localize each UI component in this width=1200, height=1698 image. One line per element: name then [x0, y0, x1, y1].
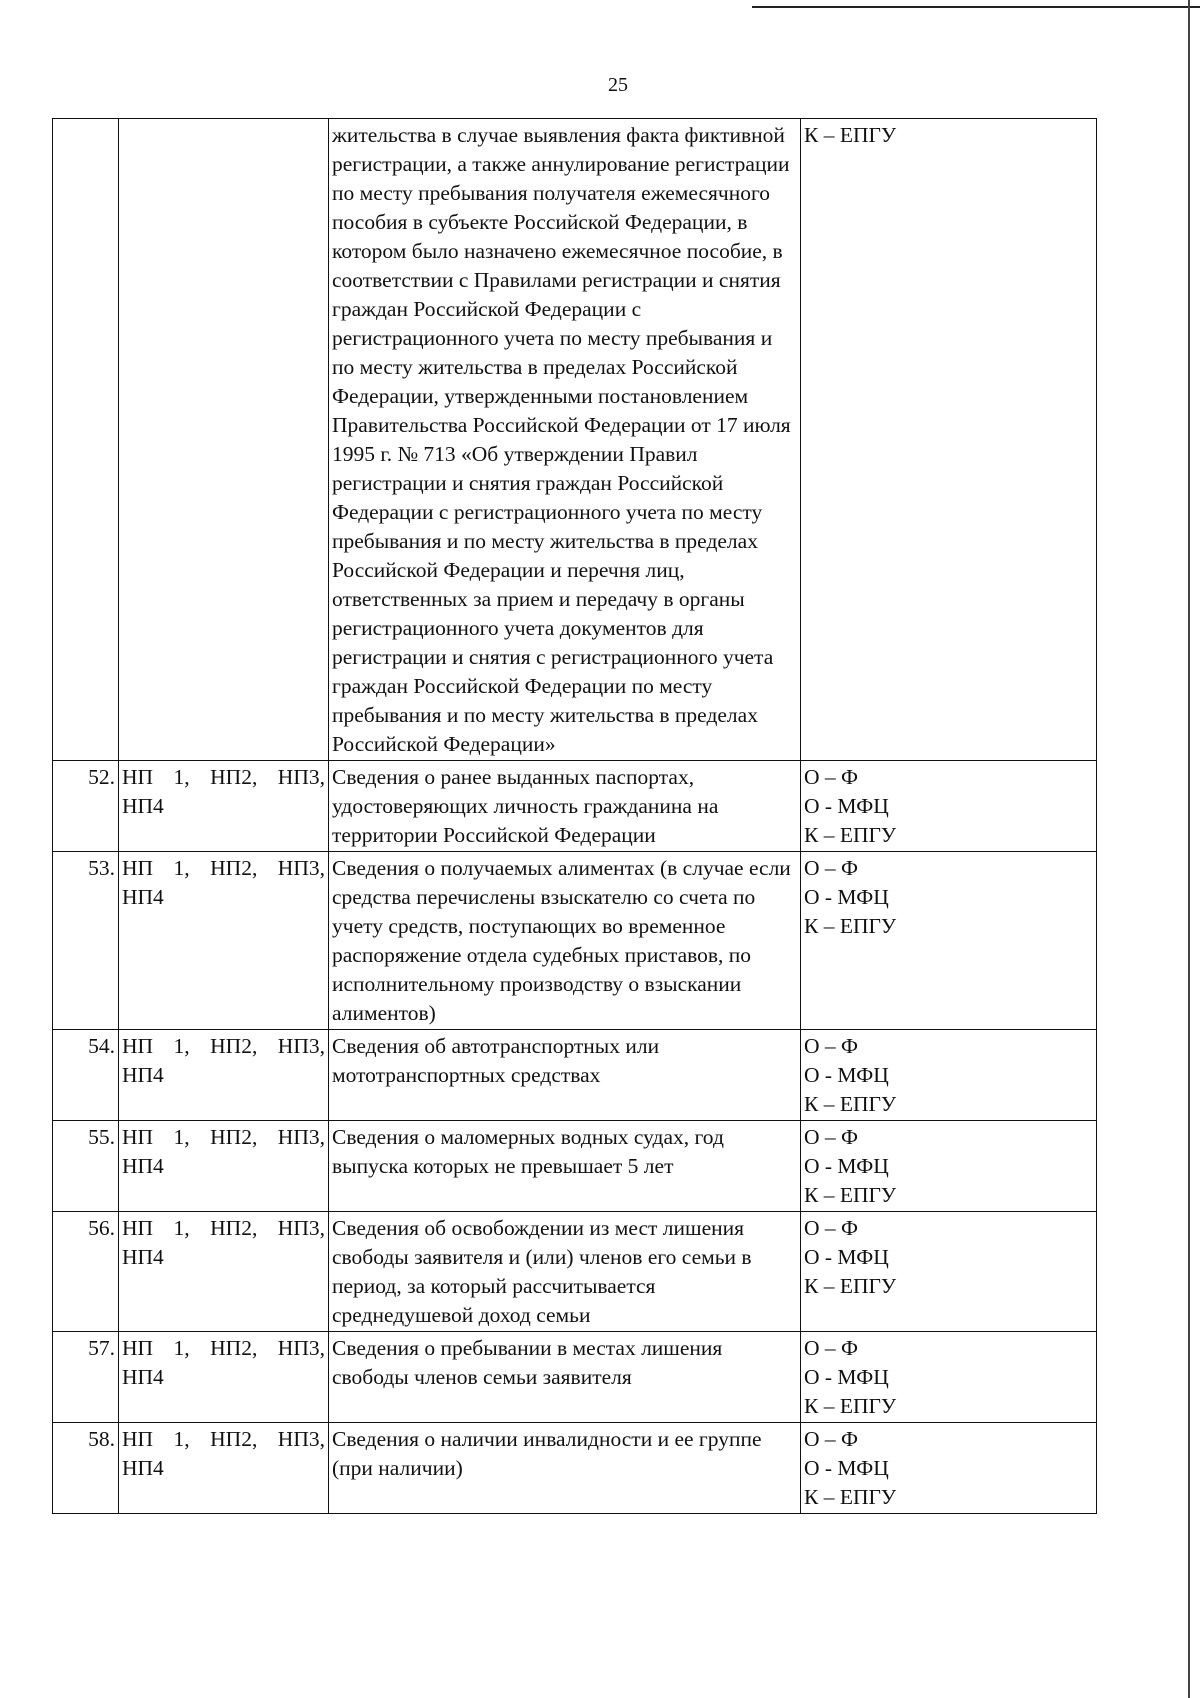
applicant-codes: НП 1, НП2, НП3, НП4: [119, 1212, 329, 1332]
source-line: О – Ф: [804, 765, 859, 789]
source-line: О - МФЦ: [804, 1154, 889, 1178]
applicant-codes: НП 1, НП2, НП3, НП4: [119, 1332, 329, 1423]
source-line: О – Ф: [804, 1034, 859, 1058]
source-line: О - МФЦ: [804, 1063, 889, 1087]
table-row: [53, 1332, 1097, 1423]
sources-cell: [801, 119, 1097, 761]
applicant-codes: НП 1, НП2, НП3, НП4: [119, 852, 329, 1030]
source-line: К – ЕПГУ: [804, 1183, 897, 1207]
applicant-codes: НП 1, НП2, НП3, НП4: [119, 1030, 329, 1121]
source-line: О – Ф: [804, 1427, 859, 1451]
table-row: [53, 1121, 1097, 1212]
description: Сведения о наличии инвалидности и ее группе (при наличии): [329, 1423, 801, 1514]
row-number: 53.: [53, 852, 119, 1030]
source-line: К – ЕПГУ: [804, 1485, 897, 1509]
row-number: 56.: [53, 1212, 119, 1332]
source-line: О - МФЦ: [804, 885, 889, 909]
source-line: К – ЕПГУ: [804, 823, 897, 847]
scan-edge-top: [752, 6, 1200, 8]
source-line: К – ЕПГУ: [804, 1274, 897, 1298]
source-line: К – ЕПГУ: [804, 1092, 897, 1116]
description: Сведения об автотранспортных или мототранспортных средствах: [329, 1030, 801, 1121]
table-row: [53, 1423, 1097, 1514]
documents-table: [52, 118, 1097, 1514]
description: Сведения о ранее выданных паспортах, удостоверяющих личность гражданина на территории Российской Федерации: [329, 761, 801, 852]
sources-cell: [801, 761, 1097, 852]
description: Сведения об освобождении из мест лишения свободы заявителя и (или) членов его семьи в период, за который рассчитывается среднедушевой доход семьи: [329, 1212, 801, 1332]
source-line: О – Ф: [804, 1216, 859, 1240]
description-cell: жительства в случае выявления факта фиктивной регистрации, а также аннулирование регистрации по месту пребывания получателя ежемесячного пособия в субъекте Российской Федерации, в котором было назначено ежемесячное пособие, в соответствии с Правилами регистрации и снятия граждан Российской Федерации с регистрационного учета по месту пребывания и по месту жительства в пределах Российской Федерации, утвержденными постановлением Правительства Российской Федерации от 17 июля 1995 г. № 713 «Об утверждении Правил регистрации и снятия граждан Российской Федерации с регистрационного учета по месту пребывания и по месту жительства в пределах Российской Федерации и перечня лиц, ответственных за прием и передачу в органы регистрационного учета документов для регистрации и снятия с регистрационного учета граждан Российской Федерации по месту пребывания и по месту жительства в пределах Российской Федерации»: [329, 119, 801, 761]
row-number: 55.: [53, 1121, 119, 1212]
source-line: К – ЕПГУ: [804, 123, 897, 147]
source-line: К – ЕПГУ: [804, 914, 897, 938]
source-line: К – ЕПГУ: [804, 1394, 897, 1418]
row-number-cell: [53, 119, 119, 761]
description: Сведения о пребывании в местах лишения свободы членов семьи заявителя: [329, 1332, 801, 1423]
codes-cell: [119, 119, 329, 761]
applicant-codes: НП 1, НП2, НП3, НП4: [119, 1121, 329, 1212]
source-line: О - МФЦ: [804, 1456, 889, 1480]
applicant-codes: НП 1, НП2, НП3, НП4: [119, 761, 329, 852]
source-line: О – Ф: [804, 1336, 859, 1360]
row-number: 52.: [53, 761, 119, 852]
table-row-continuation: [53, 119, 1097, 761]
source-line: О – Ф: [804, 856, 859, 880]
description: Сведения о получаемых алиментах (в случае если средства перечислены взыскателю со счета по учету средств, поступающих во временное распоряжение отдела судебных приставов, по исполнительному производству о взыскании алиментов): [329, 852, 801, 1030]
row-number: 57.: [53, 1332, 119, 1423]
table-row: [53, 761, 1097, 852]
sources-cell: [801, 1212, 1097, 1332]
description: Сведения о маломерных водных судах, год выпуска которых не превышает 5 лет: [329, 1121, 801, 1212]
row-number: 58.: [53, 1423, 119, 1514]
table-row: [53, 1212, 1097, 1332]
sources-cell: [801, 1030, 1097, 1121]
scan-edge-right: [1188, 0, 1190, 1698]
table-row: [53, 1030, 1097, 1121]
source-line: О - МФЦ: [804, 794, 889, 818]
source-line: О - МФЦ: [804, 1245, 889, 1269]
row-number: 54.: [53, 1030, 119, 1121]
table-row: [53, 852, 1097, 1030]
sources-cell: [801, 1121, 1097, 1212]
sources-cell: [801, 1332, 1097, 1423]
sources-cell: [801, 852, 1097, 1030]
page-number: 25: [608, 74, 628, 96]
source-line: О – Ф: [804, 1125, 859, 1149]
sources-cell: [801, 1423, 1097, 1514]
applicant-codes: НП 1, НП2, НП3, НП4: [119, 1423, 329, 1514]
source-line: О - МФЦ: [804, 1365, 889, 1389]
